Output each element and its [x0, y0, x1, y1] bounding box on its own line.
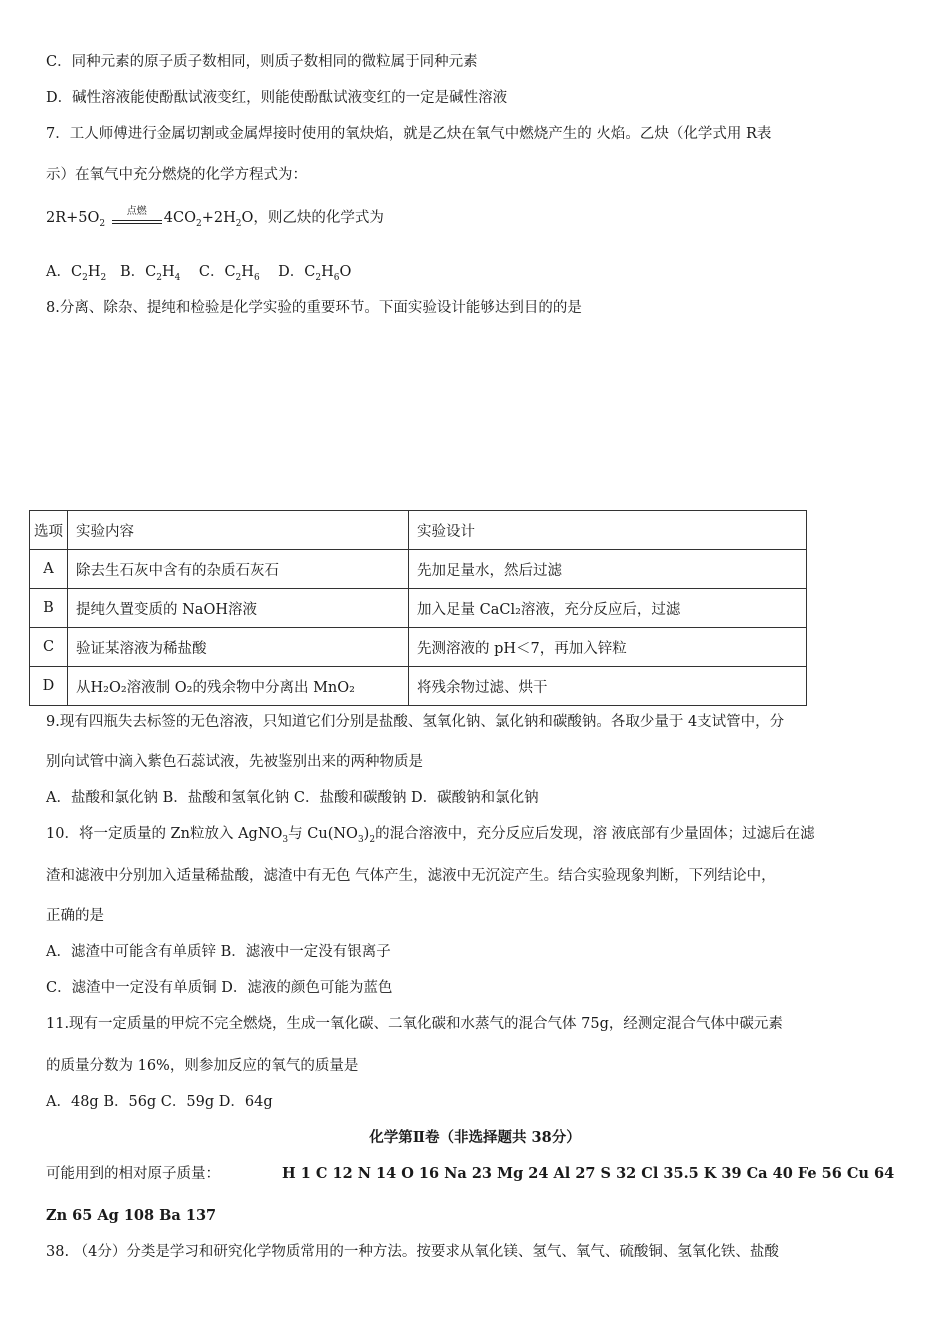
question-7-line-2: 示）在氧气中充分燃烧的化学方程式为：	[46, 167, 307, 183]
question-10-line-3: 正确的是	[46, 908, 104, 924]
table-row	[30, 628, 807, 667]
question-38: 38. （4分）分类是学习和研究化学物质常用的一种方法。按要求从氧化镁、氢气、氧气、硫酸铜、氢氧化铁、盐酸	[46, 1244, 779, 1260]
question-9-line-2: 别向试管中滴入紫色石蕊试液，先被鉴别出来的两种物质是	[46, 754, 423, 770]
table-row	[30, 550, 807, 589]
table-cell: 先加足量水，然后过滤	[409, 550, 807, 589]
table-row	[30, 589, 807, 628]
question-11-line-2: 的质量分数为 16%，则参加反应的氧气的质量是	[46, 1058, 359, 1074]
question-11-options: A．48g B．56g C．59g D．64g	[46, 1094, 273, 1110]
table-cell: 验证某溶液为稀盐酸	[68, 628, 409, 667]
option-c-line: C．同种元素的原子质子数相同，则质子数相同的微粒属于同种元素	[46, 54, 478, 70]
atomic-mass-values: H 1 C 12 N 14 O 16 Na 23 Mg 24 Al 27 S 32 Cl 35.5 K 39 Ca 40 Fe 56 Cu 64	[282, 1165, 895, 1182]
table-cell: 提纯久置变质的 NaOH溶液	[68, 589, 409, 628]
question-9-options: A．盐酸和氯化钠 B．盐酸和氢氧化钠 C．盐酸和碳酸钠 D．碳酸钠和氯化钠	[46, 790, 539, 806]
question-10-line-2: 渣和滤液中分别加入适量稀盐酸，滤渣中有无色 气体产生，滤液中无沉淀产生。结合实验现象判断，下列结论中，	[46, 868, 776, 884]
question-8: 8.分离、除杂、提纯和检验是化学实验的重要环节。下面实验设计能够达到目的的是	[46, 300, 582, 316]
question-7-line-1: 7．工人师傅进行金属切割或金属焊接时使用的氧炔焰，就是乙炔在氧气中燃烧产生的 火焰。乙炔（化学式用 R表	[46, 126, 772, 142]
table-cell: C	[30, 628, 68, 667]
question-9-line-1: 9.现有四瓶失去标签的无色溶液，只知道它们分别是盐酸、氢氧化钠、氯化钠和碳酸钠。各取少量于 4支试管中，分	[46, 714, 785, 730]
table-header-cell: 实验设计	[409, 511, 807, 550]
table-cell: 将残余物过滤、烘干	[409, 667, 807, 706]
experiment-table	[29, 510, 807, 706]
ignition-condition: 点燃	[112, 208, 162, 228]
question-11-line-1: 11.现有一定质量的甲烷不完全燃烧，生成一氧化碳、二氧化碳和水蒸气的混合气体 75g，经测定混合气体中碳元素	[46, 1016, 783, 1032]
atomic-mass-line-2: Zn 65 Ag 108 Ba 137	[46, 1207, 217, 1224]
table-cell: 从H₂O₂溶液制 O₂的残余物中分离出 MnO₂	[68, 667, 409, 706]
question-10-options-1: A．滤渣中可能含有单质锌 B．滤液中一定没有银离子	[46, 944, 391, 960]
table-cell: A	[30, 550, 68, 589]
chemical-equation: $2R+5O_2$ 点燃 $4CO_2+2H_2O$，则乙炔的化学式为	[46, 206, 384, 229]
table-cell: 加入足量 CaCl₂溶液，充分反应后，过滤	[409, 589, 807, 628]
table-cell: D	[30, 667, 68, 706]
table-header-cell: 选项	[30, 511, 68, 550]
table-cell: B	[30, 589, 68, 628]
option-d-line: D．碱性溶液能使酚酞试液变红，则能使酚酞试液变红的一定是碱性溶液	[46, 90, 508, 106]
table-header-cell: 实验内容	[68, 511, 409, 550]
section-title: 化学第Ⅱ卷（非选择题共 38分）	[369, 1129, 581, 1146]
question-10-line-1: 10．将一定质量的 Zn粒放入 AgNO$_3$与 $Cu(NO_3)_2$的混合溶液中，充分反应后发现，溶 液底部有少量固体；过滤后在滤	[46, 826, 815, 845]
table-cell: 除去生石灰中含有的杂质石灰石	[68, 550, 409, 589]
table-header-row	[30, 511, 807, 550]
table-row	[30, 667, 807, 706]
question-7-options: A．$C_2H_2$ B．$C_2H_4$ C．$C_2H_6$ D．$C_2H_6O$	[46, 264, 352, 283]
table-cell: 先测溶液的 pH＜7，再加入锌粒	[409, 628, 807, 667]
question-10-options-2: C．滤渣中一定没有单质铜 D．滤液的颜色可能为蓝色	[46, 980, 393, 996]
atomic-mass-line-1: 可能用到的相对原子质量： H 1 C 12 N 14 O 16 Na 23 Mg 24 Al 27 S 32 Cl 35.5 K 39 Ca 40 Fe 56 Cu 64	[46, 1165, 895, 1182]
